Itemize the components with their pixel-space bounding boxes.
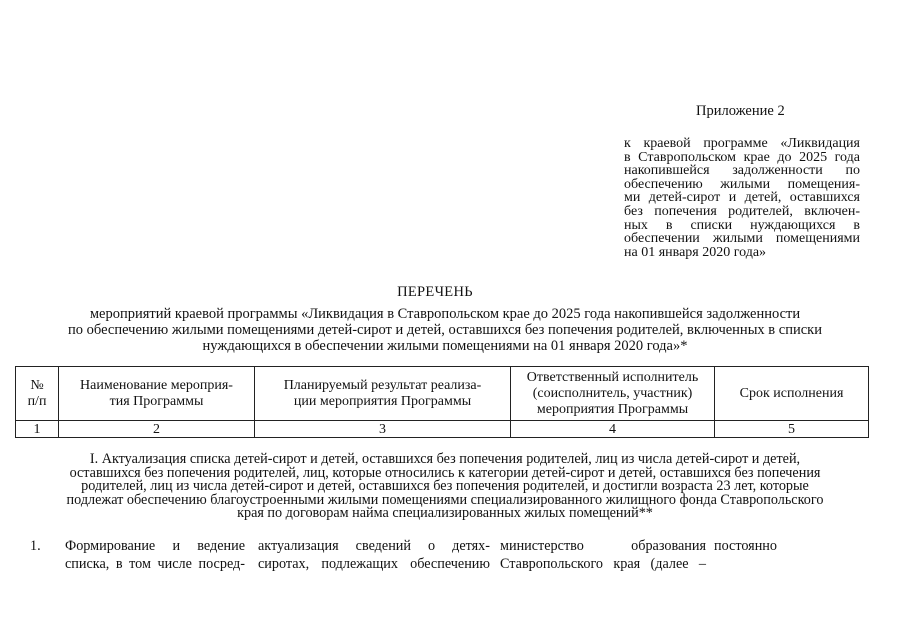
- column-number-row: [16, 421, 869, 438]
- row-activity-name: Формирование и ведение списка, в том числе посред-: [65, 538, 245, 572]
- subtitle-line: мероприятий краевой программы «Ликвидация в Ставропольском крае до 2025 года накопившейся задолженности: [89, 306, 801, 322]
- row-number: 1.: [30, 538, 41, 554]
- column-number-cell: 1: [16, 421, 59, 438]
- header-activity-name: Наименование мероприя- тия Программы: [59, 367, 255, 421]
- appendix-line: обеспечению жилыми помещения-: [624, 176, 860, 192]
- header-deadline: Срок исполнения: [715, 367, 869, 421]
- section-heading-line: оставшихся без попечения родителей, лиц, которые относились к категории детей-сирот и детей, оставшихся без попечения: [69, 464, 821, 481]
- appendix-line: накопившейся задолженности по: [624, 163, 860, 179]
- header-responsible-executor: Ответственный исполнитель (соисполнитель, участник) мероприятия Программы: [511, 367, 715, 421]
- header-planned-result: Планируемый результат реализа- ции мероприятия Программы: [255, 367, 511, 421]
- table-header-row: [16, 367, 869, 421]
- column-number-cell: 3: [255, 421, 511, 438]
- section-heading-line: I. Актуализация списка детей-сирот и детей, оставшихся без попечения родителей, лиц из числа детей-сирот и детей,: [89, 451, 801, 467]
- document-subtitle: [20, 307, 870, 354]
- subtitle-line: по обеспечению жилыми помещениями детей-сирот и детей, оставшихся без попечения родителей, включенных в списки: [68, 321, 822, 338]
- section-heading-line: родителей, лиц из числа детей-сирот и детей, оставшихся без попечения родителей, и достигли возраста 23 лет, которые: [81, 478, 809, 495]
- activities-table: [15, 366, 869, 438]
- document-title: ПЕРЕЧЕНЬ: [397, 284, 473, 300]
- column-number-cell: 2: [59, 421, 255, 438]
- row-planned-result: актуализация сведений о детях- сиротах, подлежащих обеспечению: [258, 538, 490, 572]
- section-heading-line: края по договорам найма специализированных жилых помещений**: [237, 505, 653, 522]
- appendix-reference: [624, 137, 860, 259]
- appendix-title: Приложение 2: [696, 103, 785, 119]
- row-deadline: постоянно: [714, 538, 777, 554]
- section-heading-line: подлежат обеспечению благоустроенными жилыми помещениями специализированного жилищного фонда Ставропольского: [66, 491, 824, 508]
- column-number-cell: 5: [715, 421, 869, 438]
- appendix-line: без попечения родителей, включен-: [624, 203, 860, 219]
- row-responsible-executor: министерство образования Ставропольского края (далее –: [500, 538, 706, 572]
- appendix-line: ми детей-сирот и детей, оставшихся: [624, 190, 860, 206]
- appendix-line: на 01 января 2020 года»: [624, 244, 767, 260]
- column-number-cell: 4: [511, 421, 715, 438]
- appendix-line: в Ставропольском крае до 2025 года: [624, 149, 860, 165]
- header-number: № п/п: [16, 367, 59, 421]
- appendix-line: к краевой программе «Ликвидация: [624, 136, 860, 151]
- appendix-line: ных в списки нуждающихся в: [624, 217, 860, 233]
- subtitle-line: нуждающихся в обеспечении жилыми помещениями на 01 января 2020 года»*: [202, 337, 688, 354]
- appendix-line: обеспечении жилыми помещениями: [624, 231, 860, 247]
- section-heading: [20, 453, 870, 521]
